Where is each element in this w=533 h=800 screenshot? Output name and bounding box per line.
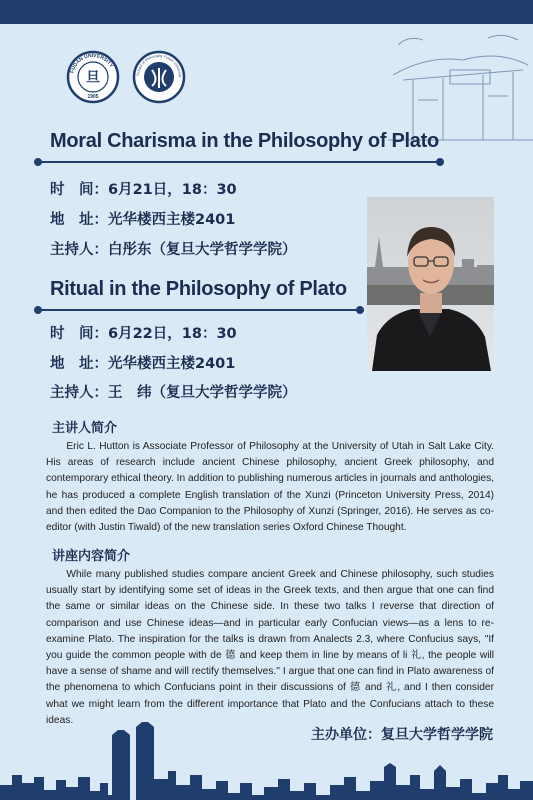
talk-2-host — [50, 381, 297, 402]
talk-2-place — [50, 352, 235, 373]
lecture-intro-heading: 讲座内容简介 — [52, 549, 131, 564]
svg-text:旦: 旦 — [86, 70, 100, 86]
organizer: 主办单位：复旦大学哲学学院 — [311, 727, 493, 743]
talk-2-rule — [40, 309, 360, 311]
talk-1-time — [50, 178, 237, 199]
talk-2-title: Ritual in the Philosophy of Plato — [50, 278, 347, 300]
talk-2-host-label: 主持人： — [50, 385, 108, 401]
speaker-photo — [367, 197, 494, 371]
talk-1-host-label: 主持人： — [50, 242, 108, 258]
top-banner — [0, 0, 533, 24]
talk-1-place — [50, 208, 235, 229]
fudan-logo-ring-text: FUDAN UNIVERSITY — [69, 52, 115, 74]
talk-2-time-value: 6月22日，18：30 — [108, 326, 237, 342]
talk-1-place-label: 地 址： — [50, 212, 108, 228]
talk-2-time-label: 时 间： — [50, 326, 108, 342]
lecture-intro-text: While many published studies compare ancient Greek and Chinese philosophy, such studies usually start by identifying some set of ideas in the Greek texts, and then argue that one can find the same or similar ideas on the Chinese side. In these two talks I reverse that direction of comparison and use Chinese ideas—and in particular early Confucian views—as a lens to re-examine Plato. The inspiration for the talks is drawn from Analects 2.3, where Confucius says, "If you guide the common people with de 德 and keep them in line by means of li 礼, the people will have a sense of shame and will rectify themselves." I argue that one can find in Plato awareness of the phenomena to which Confucians point in their discussions of 德 and 礼, and I then consider what we might learn from the different importance that Plato and the Confucians attach to these ideas. — [46, 569, 494, 726]
talk-1-title: Moral Charisma in the Philosophy of Plato — [50, 130, 439, 152]
philosophy-school-logo — [132, 50, 186, 104]
talk-1-rule-right-dot — [436, 158, 444, 166]
talk-1-rule — [40, 161, 440, 163]
talk-1-time-value: 6月21日，18：30 — [108, 182, 237, 198]
speaker-intro-text: Eric L. Hutton is Associate Professor of Philosophy at the University of Utah in Salt Lake City. His areas of research include ancient Chinese philosophy, ancient Greek philosophy, and contemporary ethical theory. In addition to publishing numerous articles in journals and anthologies, he has produced a complete English translation of the Xunzi (Princeton University Press, 2014) and then edited the Dao Companion to the Philosophy of Xunzi (Springer, 2016). He serves as co-editor (with Justin Tiwald) of the new translation series Oxford Chinese Thought. — [46, 441, 494, 534]
talk-1-time-label: 时 间： — [50, 182, 108, 198]
talk-2-host-value: 王 纬（复旦大学哲学学院） — [108, 385, 297, 401]
talk-1-host-value: 白彤东（复旦大学哲学学院） — [108, 242, 297, 258]
fudan-logo-year: 1905 — [87, 94, 99, 100]
logo-group — [66, 50, 186, 104]
talk-1-host — [50, 238, 297, 259]
talk-2-place-value: 光华楼西主楼2401 — [108, 356, 236, 372]
fudan-university-logo — [66, 50, 120, 104]
school-logo-ring-text: School of Philosophy Fudan University — [136, 53, 183, 78]
talk-2-place-label: 地 址： — [50, 356, 108, 372]
talk-2-time — [50, 322, 237, 343]
city-skyline-illustration — [0, 705, 533, 800]
speaker-intro-heading: 主讲人简介 — [52, 421, 118, 436]
talk-2-rule-right-dot — [356, 306, 364, 314]
talk-1-place-value: 光华楼西主楼2401 — [108, 212, 236, 228]
